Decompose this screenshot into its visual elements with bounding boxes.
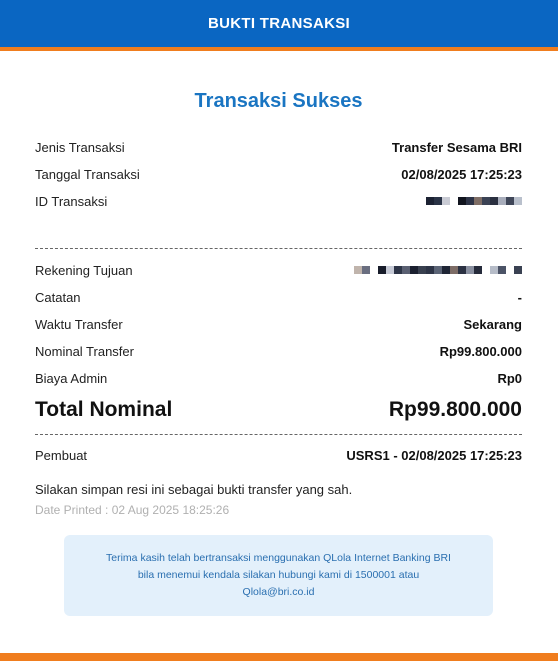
save-receipt-note: Silakan simpan resi ini sebagai bukti transfer yang sah. [35, 482, 353, 497]
jenis-transaksi-label: Jenis Transaksi [35, 139, 125, 155]
id-transaksi-redacted [426, 197, 522, 205]
row-jenis-transaksi [35, 137, 522, 157]
row-tanggal-transaksi [35, 164, 522, 184]
header-title: BUKTI TRANSAKSI [208, 15, 350, 32]
pembuat-label: Pembuat [35, 447, 88, 463]
biaya-admin-label: Biaya Admin [35, 370, 108, 386]
info-box [64, 535, 493, 616]
date-printed: Date Printed : 02 Aug 2025 18:25:26 [35, 503, 230, 517]
info-line-3: Qlola@bri.co.id [242, 586, 315, 598]
jenis-transaksi-value: Transfer Sesama BRI [391, 139, 522, 155]
info-line-2: bila menemui kendala silakan hubungi kami di 1500001 atau [137, 569, 420, 581]
nominal-transfer-value: Rp99.800.000 [439, 343, 522, 359]
status-title: Transaksi Sukses [194, 90, 363, 112]
pembuat-value: USRS1 - 02/08/2025 17:25:23 [346, 447, 522, 463]
id-transaksi-label: ID Transaksi [35, 193, 108, 209]
rekening-tujuan-redacted [354, 266, 522, 274]
row-rekening-tujuan [35, 260, 522, 280]
catatan-label: Catatan [35, 289, 81, 305]
rekening-tujuan-label: Rekening Tujuan [35, 262, 133, 278]
tanggal-transaksi-label: Tanggal Transaksi [35, 166, 140, 182]
catatan-value: - [517, 289, 522, 305]
row-waktu-transfer [35, 314, 522, 334]
waktu-transfer-value: Sekarang [463, 316, 522, 332]
biaya-admin-value: Rp0 [497, 370, 522, 386]
row-nominal-transfer [35, 341, 522, 361]
row-pembuat [35, 445, 522, 465]
total-nominal-label: Total Nominal [35, 398, 173, 421]
nominal-transfer-label: Nominal Transfer [35, 343, 134, 359]
total-nominal-value: Rp99.800.000 [388, 398, 522, 421]
divider-1 [35, 248, 522, 249]
waktu-transfer-label: Waktu Transfer [35, 316, 123, 332]
footer-bar [0, 653, 558, 661]
divider-2 [35, 434, 522, 435]
page-header [0, 0, 558, 51]
row-biaya-admin [35, 368, 522, 388]
tanggal-transaksi-value: 02/08/2025 17:25:23 [401, 166, 522, 182]
row-id-transaksi [35, 191, 522, 211]
row-total-nominal [35, 396, 522, 424]
info-line-1: Terima kasih telah bertransaksi menggunakan QLola Internet Banking BRI [106, 552, 451, 564]
row-catatan [35, 287, 522, 307]
